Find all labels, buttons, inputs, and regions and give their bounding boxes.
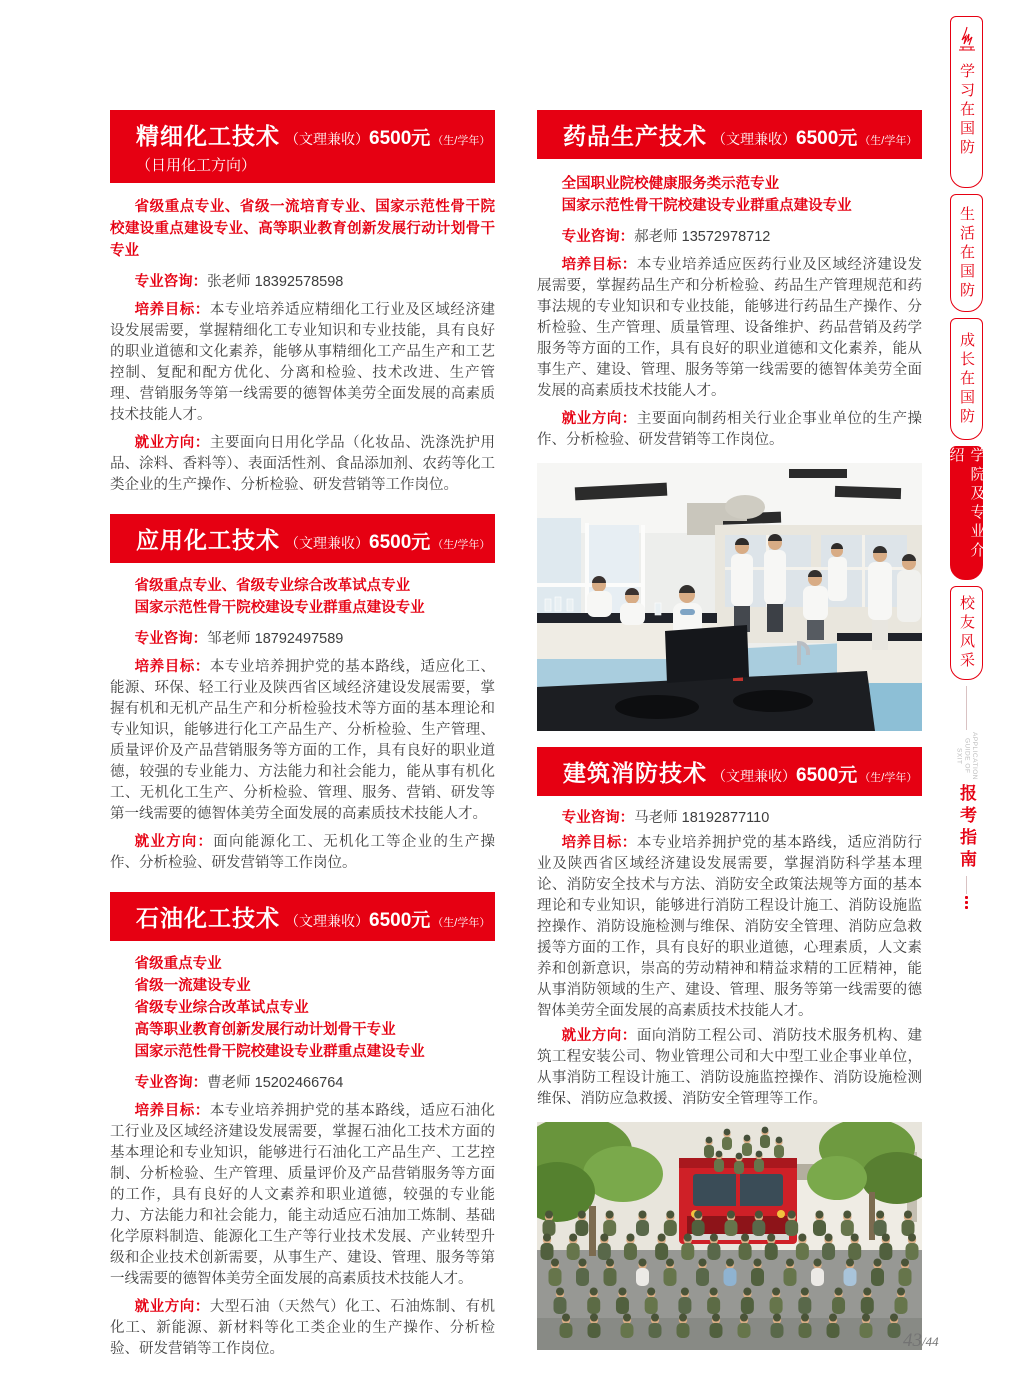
major-header xyxy=(537,110,922,159)
admit-note: （文理兼收） xyxy=(285,535,369,551)
section-index-rail xyxy=(947,16,986,909)
consult-line xyxy=(110,629,495,650)
major-petrochemical xyxy=(110,892,495,1360)
tab-label: 成长在国防 xyxy=(958,331,975,427)
target-label: 培养目标： xyxy=(561,835,637,851)
rail-divider xyxy=(966,876,967,894)
guide-subtitle-en: APPLICATION GUIDE OF SXIT xyxy=(955,732,979,781)
fee: 6500元 （生/学年） xyxy=(796,128,918,149)
honor-line: 省级一流建设专业 xyxy=(134,978,251,994)
rail-divider xyxy=(966,686,967,730)
tab-college-and-majors[interactable] xyxy=(947,446,986,580)
consult-label: 专业咨询： xyxy=(134,631,208,647)
career-label: 就业方向： xyxy=(561,1028,637,1044)
career-label: 就业方向： xyxy=(561,411,637,427)
major-header xyxy=(537,747,922,796)
target-paragraph: 培养目标：本专业培养适应精细化工行业及区域经济建设发展需要，掌握精细化工专业知识和专业技能，具有良好的职业道德和文化素养，能够从事精细化工产品生产和工艺控制、复配和配方优化、分离和检验、技术改进、生产管理、营销服务等第一线需要的德智体美劳全面发展的高素质技术技能人才。 xyxy=(110,302,495,423)
target-paragraph: 培养目标：本专业培养拥护党的基本路线，适应石油化工行业及区域经济建设发展需要，掌握石油化工技术方面的基本理论和专业知识，能够进行石油化工产品生产、工艺控制、分析检验、生产管理、质量评价及产品营销服务等方面的工作，具有良好的人文素养和职业道德，较强的专业能力、方法能力和社会能力，能主动适应石油加工炼制、基础化学原料制造、能源化工生产等行业技术发展、产业转型升级和企业技术创新需要，从事生产、建设、管理、服务等第一线需要的德智体美劳全面发展的高素质技术技能人才。 xyxy=(110,1103,495,1287)
honor-line: 省级重点专业、省级专业综合改革试点专业 xyxy=(134,578,411,594)
consult-value: 马老师 18192877110 xyxy=(634,810,770,826)
admit-note: （文理兼收） xyxy=(285,913,369,929)
major-header xyxy=(110,892,495,941)
tab-label: 学院及专业介绍 xyxy=(947,447,986,561)
target-paragraph: 培养目标：本专业培养适应医药行业及区域经济建设发展需要，掌握药品生产和分析检验、药品生产管理规范和药事法规的专业知识和专业技能，能够进行药品生产操作、分析检验、生产管理、质量管理、设备维护、药品营销及药学服务等方面的工作，具有良好的职业道德和文化素养，能从事生产、建设、管理、服务等第一线需要的德智体美劳全面发展的高素质技术技能人才。 xyxy=(537,257,922,399)
target-label: 培养目标： xyxy=(134,302,210,318)
career-label: 就业方向： xyxy=(134,1299,210,1315)
honor-line: 国家示范性骨干院校建设专业群重点建设专业 xyxy=(134,600,425,616)
admit-note: （文理兼收） xyxy=(712,131,796,147)
career-label: 就业方向： xyxy=(134,834,214,850)
honors-list xyxy=(110,575,495,619)
consult-value: 曹老师 15202466764 xyxy=(207,1075,344,1091)
major-header xyxy=(110,514,495,563)
college-emblem-icon xyxy=(956,25,978,57)
career-label: 就业方向： xyxy=(134,435,210,451)
major-title: 精细化工技术 xyxy=(136,123,280,149)
honors-paragraph: 省级重点专业、省级一流培育专业、国家示范性骨干院校建设重点建设专业、高等职业教育创新发展行动计划骨干专业 xyxy=(110,199,495,259)
rail-dots-icon xyxy=(950,896,983,909)
left-column xyxy=(110,110,495,1360)
major-title: 建筑消防技术 xyxy=(563,760,707,786)
consult-line xyxy=(537,808,922,829)
honor-line: 全国职业院校健康服务类示范专业 xyxy=(561,176,780,192)
consult-value: 郝老师 13572978712 xyxy=(634,229,771,245)
honor-line: 高等职业教育创新发展行动计划骨干专业 xyxy=(134,1022,396,1038)
consult-line xyxy=(110,272,495,293)
major-building-fire xyxy=(537,747,922,1110)
honor-line: 国家示范性骨干院校建设专业群重点建设专业 xyxy=(134,1044,425,1060)
career-paragraph: 就业方向：主要面向日用化学品（化妆品、洗涤洗护用品、涂料、香料等）、表面活性剂、食品添加剂、农药等化工类企业的生产操作、分析检验、研发营销等工作岗位。 xyxy=(110,435,495,493)
major-applied-chemical xyxy=(110,514,495,874)
consult-value: 邹老师 18792497589 xyxy=(207,631,344,647)
tab-study-in-defense[interactable] xyxy=(950,16,983,188)
target-label: 培养目标： xyxy=(134,1103,210,1119)
fee: 6500元 （生/学年） xyxy=(369,910,491,931)
honor-line: 省级专业综合改革试点专业 xyxy=(134,1000,309,1016)
page-number: 43/44 xyxy=(903,1330,939,1351)
fire-drill-group-photo xyxy=(537,1122,922,1350)
consult-label: 专业咨询： xyxy=(134,274,208,290)
career-paragraph: 就业方向：主要面向制药相关行业企事业单位的生产操作、分析检验、研发营销等工作岗位。 xyxy=(537,411,922,448)
honor-line: 省级重点专业 xyxy=(134,956,222,972)
target-paragraph: 培养目标：本专业培养拥护党的基本路线，适应消防行业及陕西省区域经济建设发展需要，掌握消防科学基本理论、消防安全技术与方法、消防安全政策法规等方面的基本理论和专业知识，能够进行消防工程设计施工、消防设施监控操作、消防设施检测与维保、消防安全管理、消防应急救援等方面的工作，具有良好的职业道德，心理素质，人文素养和创新意识，崇高的劳动精神和精益求精的工匠精神，能从事消防领域的生产、建设、管理、服务等第一线需要的德智体美劳全面发展的高素质技术技能人才。 xyxy=(537,835,922,1019)
tab-label: 生活在国防 xyxy=(958,205,975,301)
career-paragraph: 就业方向：面向能源化工、无机化工等企业的生产操作、分析检验、研发营销等工作岗位。 xyxy=(110,834,496,871)
major-pharma-production xyxy=(537,110,922,451)
right-column xyxy=(537,110,922,1350)
tab-label: 校友风采 xyxy=(958,595,975,671)
tab-alumni[interactable] xyxy=(950,586,983,680)
career-paragraph: 就业方向：大型石油（天然气）化工、石油炼制、有机化工、新能源、新材料等化工类企业的生产操作、分析检验、研发营销等工作岗位。 xyxy=(110,1299,495,1357)
consult-value: 张老师 18392578598 xyxy=(207,274,344,290)
target-label: 培养目标： xyxy=(561,257,637,273)
target-paragraph: 培养目标：本专业培养拥护党的基本路线，适应化工、能源、环保、轻工行业及陕西省区域经济建设发展需要，掌握有机和无机产品生产和分析检验技术等方面的基本理论和专业知识，能够进行化工产品生产、分析检验、生产管理、质量评价及产品营销服务等方面的工作，具有良好的职业道德，较强的专业能力、方法能力和社会能力，能从事有机化工、无机化工生产、分析检验、管理、服务、营销、研发等第一线需要的德智体美劳全面发展的高素质技术技能人才。 xyxy=(110,659,495,822)
career-paragraph: 就业方向：面向消防工程公司、消防技术服务机构、建筑工程安装公司、物业管理公司和大中型工业企事业单位，从事消防工程设计施工、消防设施监控操作、消防设施检测维保、消防应急救援、消防安全管理等工作。 xyxy=(537,1028,922,1107)
guide-title-cn: 报考指南 xyxy=(957,784,976,872)
major-header xyxy=(110,110,495,183)
consult-label: 专业咨询： xyxy=(561,810,635,826)
fee: 6500元 （生/学年） xyxy=(796,765,918,786)
consult-line xyxy=(537,227,922,248)
major-title: 药品生产技术 xyxy=(563,123,707,149)
major-fine-chemical xyxy=(110,110,495,496)
tab-life-in-defense[interactable] xyxy=(950,194,983,312)
chemistry-lab-photo xyxy=(537,463,922,731)
honor-line: 国家示范性骨干院校建设专业群重点建设专业 xyxy=(561,198,852,214)
admit-note: （文理兼收） xyxy=(712,768,796,784)
major-direction: （日用化工方向） xyxy=(136,157,257,174)
major-title: 石油化工技术 xyxy=(136,905,280,931)
tab-growth-in-defense[interactable] xyxy=(950,318,983,440)
major-title: 应用化工技术 xyxy=(136,527,280,553)
consult-label: 专业咨询： xyxy=(561,229,635,245)
target-label: 培养目标： xyxy=(134,659,210,675)
consult-line xyxy=(110,1073,495,1094)
honors-list xyxy=(537,173,922,217)
honors-list xyxy=(110,953,495,1063)
admit-note: （文理兼收） xyxy=(285,131,369,147)
tab-label: 学习在国防 xyxy=(958,63,975,158)
fee: 6500元 （生/学年） xyxy=(369,128,491,149)
fee: 6500元 （生/学年） xyxy=(369,532,491,553)
consult-label: 专业咨询： xyxy=(134,1075,208,1091)
